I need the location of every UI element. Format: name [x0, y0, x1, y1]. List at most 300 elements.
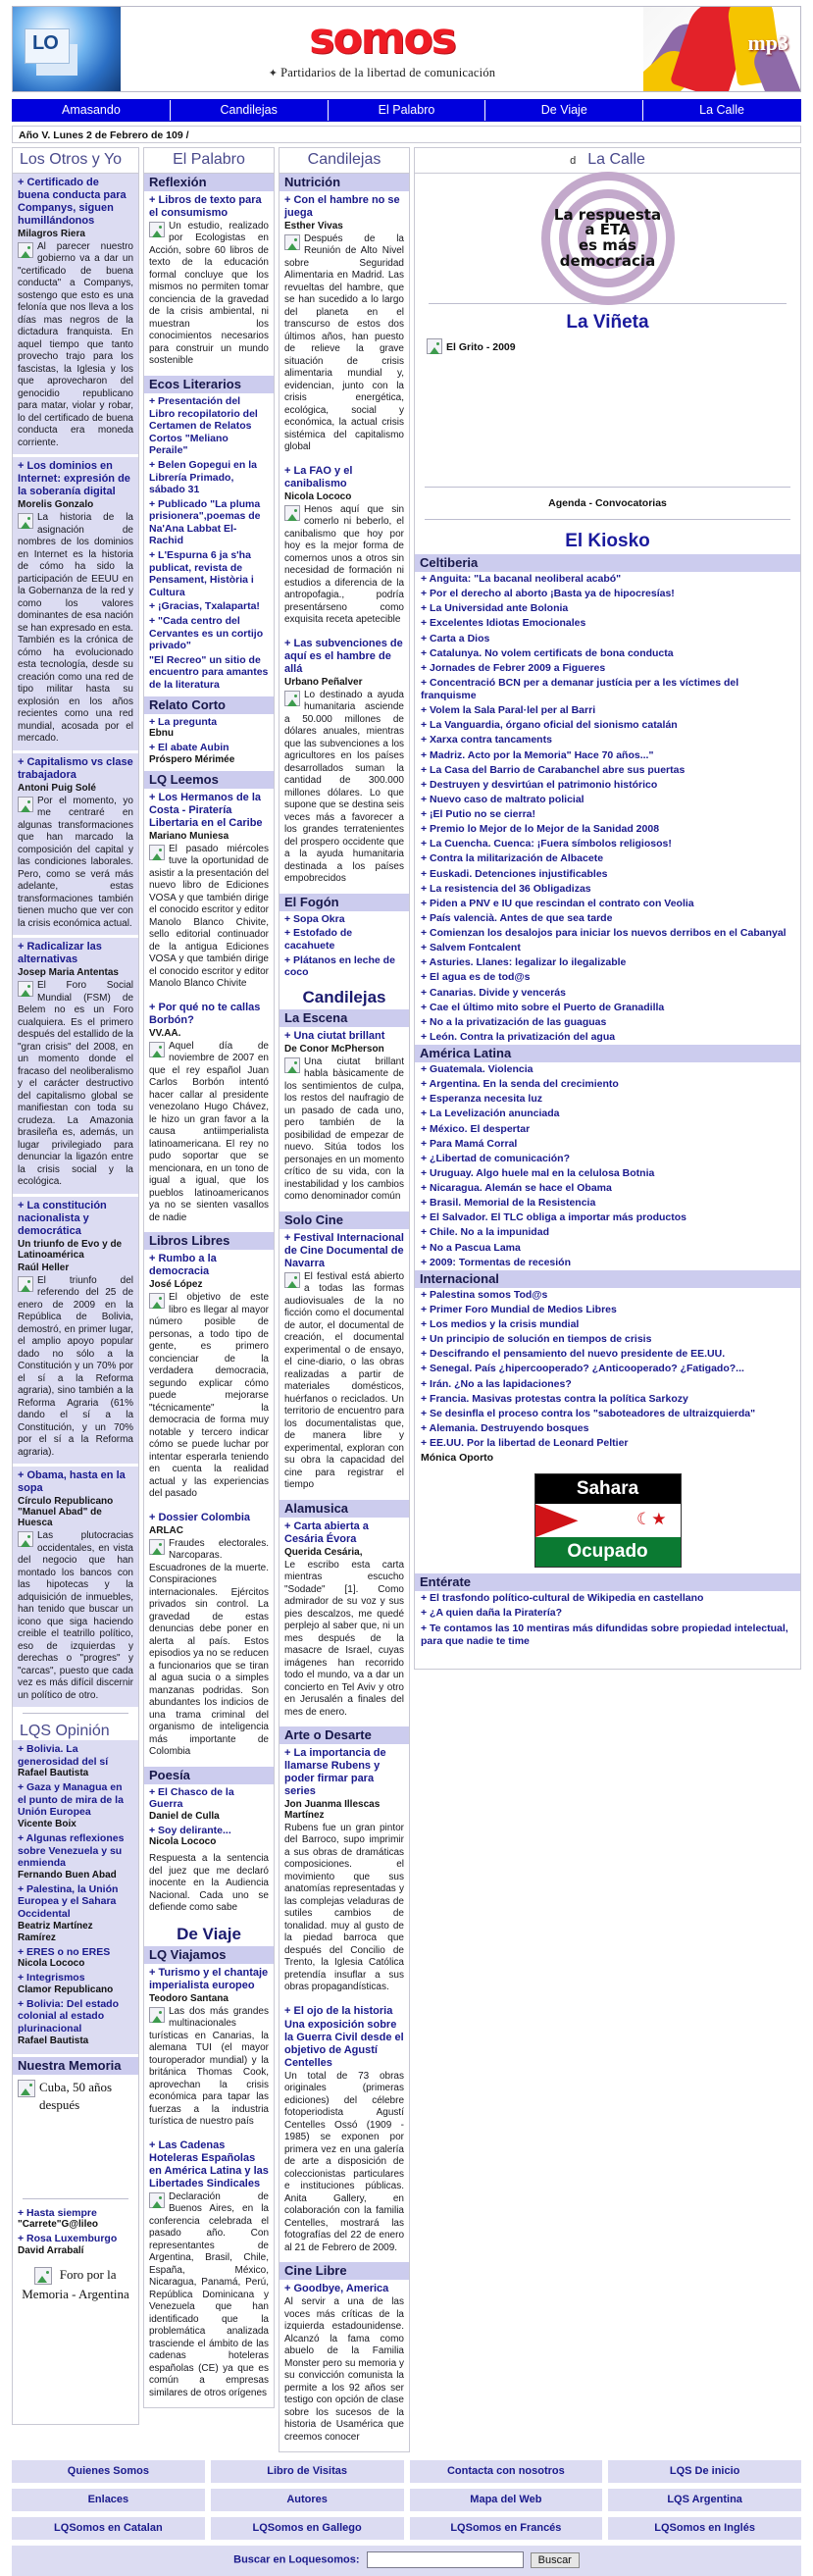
list-item[interactable]	[149, 1825, 269, 1849]
article-text: Le escribo esta carta mientras escucho "Sodade" [1]. Como admirador de su voz y sus pies descalzos, me quedé perplejo al saber que, ni un mes después de la masacre de Israel, cuyas imágenes han recorrido todo el mundo, va a dar un concierto en Tel Aviv y otro en Jerusalén a finales del mes de enero.	[284, 1559, 404, 1718]
search-label: Buscar en Loquesomos:	[233, 2553, 360, 2566]
article-title[interactable]: + Turismo y el chantaje imperialista europeo	[149, 1966, 269, 1991]
list-item[interactable]: + ¡El Putio no se cierra!	[421, 808, 535, 820]
relato-author: Próspero Mérimée	[149, 753, 235, 765]
article-author: VV.AA.	[149, 1027, 181, 1039]
article-title[interactable]: + La importancia de llamarse Rubens y poder firmar para series	[284, 1747, 386, 1797]
enterate-list	[415, 1591, 800, 1649]
opinion-title[interactable]: + Bolivia. La generosidad del sí	[18, 1743, 109, 1768]
article-text: Un estudio, realizado por Ecologistas en Acción, sobre 60 libros de texto de la educación formal concluye que los mismos no permiten tomar conciencia de la gravedad de la crisis ambiental, ni muestran los conocimientos necesarios para construir un mundo sostenible	[149, 220, 269, 367]
list-item[interactable]	[18, 1972, 133, 1996]
nutricion-heading: Nutrición	[279, 174, 409, 191]
relato-title[interactable]: + La pregunta	[149, 715, 218, 728]
search-bar	[12, 2546, 801, 2576]
america-latina-list	[415, 1062, 800, 1270]
lqs-opinion-heading: LQS Opinión	[13, 1720, 138, 1740]
la-vineta-title: La Viñeta	[566, 312, 649, 333]
relato-list	[144, 714, 274, 771]
list-item[interactable]: + La resistencia del 36 Obligadizas	[421, 882, 591, 895]
article-text: El pasado miércoles tuve la oportunidad de asistir a la presentación del nuevo libro de Ediciones VOSA y que también dirige el conocido escritor y editor Manolo Blanco Chivite, sello editorial continuador de la antigua Ediciones VOSA y que también dirige el conocido escritor y editor Manolo Blanco Chivite	[149, 843, 269, 990]
broken-image-icon	[18, 1531, 33, 1547]
poesia-author: Daniel de Culla	[149, 1810, 220, 1822]
opinion-title[interactable]: + Bolivia: Del estado colonial al estado plurinacional	[18, 1997, 119, 2035]
article-item[interactable]	[279, 2002, 409, 2259]
list-item[interactable]: + Madriz. Acto por la Memoria" Hace 70 años..."	[421, 748, 654, 761]
broken-image-icon	[18, 1276, 33, 1292]
article-title[interactable]: + Rumbo a la democracia	[149, 1253, 217, 1278]
broken-image-icon	[34, 2267, 52, 2285]
article-item[interactable]	[279, 1518, 409, 1724]
list-item[interactable]	[18, 1883, 133, 1944]
list-item[interactable]: + Estofado de cacahuete	[284, 927, 353, 952]
footer-link-contacta[interactable]: Contacta con nosotros	[410, 2460, 603, 2483]
article-author: José López	[149, 1279, 203, 1291]
list-item[interactable]: + Piden a PNV e IU que rescindan el contrato con Veolia	[421, 897, 694, 909]
list-item[interactable]: + 2009: Tormentas de recesión	[421, 1256, 571, 1268]
list-item[interactable]: + Brasil. Memorial de la Resistencia	[421, 1197, 596, 1210]
list-item[interactable]: + Por el derecho al aborto ¡Basta ya de hipocresías!	[421, 588, 675, 600]
agenda-convocatorias[interactable]: Agenda - Convocatorias	[548, 497, 667, 509]
list-item[interactable]: + Presentación del Libro recopilatorio del Certamen de Relatos Cortos "Meliano Peraile"	[149, 394, 258, 457]
target-line: democracia	[559, 251, 656, 270]
list-item[interactable]: + Xarxa contra tancaments	[421, 734, 552, 747]
list-item[interactable]: + Jornades de Febrer 2009 a Figueres	[421, 661, 606, 674]
article-body	[149, 2191, 269, 2400]
article-text: Por el momento, yo me centraré en algunas transformaciones que han marcado la composición del capital y las condiciones laborales. Pero, como se verá más adelante, estas transformaciones también tienen mucho que ver con la crisis económica actual.	[18, 795, 133, 929]
article-title[interactable]: + La constitución nacionalista y democrática	[18, 1199, 107, 1237]
footer-link-enlaces[interactable]: Enlaces	[12, 2489, 205, 2511]
target-line: es más	[578, 236, 636, 254]
footer-link-ingles[interactable]: LQSomos en Inglés	[608, 2517, 801, 2540]
list-item[interactable]: + México. El despertar	[421, 1122, 531, 1135]
memoria-link-author: David Arrabalí	[18, 2244, 84, 2256]
cine-libre-heading: Cine Libre	[279, 2262, 409, 2280]
footer-link-catalan[interactable]: LQSomos en Catalan	[12, 2517, 205, 2540]
article-author: Josep Maria Antentas	[18, 967, 119, 979]
list-item[interactable]	[149, 742, 269, 766]
opinion-author: Beatriz Martínez Ramírez	[18, 1920, 93, 1943]
list-item[interactable]: + No a Pascua Lama	[421, 1241, 521, 1254]
article-item[interactable]	[144, 1250, 274, 1505]
divider	[23, 1713, 128, 1714]
divider	[425, 487, 790, 488]
broken-image-icon	[18, 2080, 35, 2097]
list-item[interactable]: + El agua es de tod@s	[421, 971, 531, 984]
article-author: Jon Juanma Illescas Martínez	[284, 1798, 381, 1821]
column-4-prefix: d	[570, 155, 577, 167]
article-title[interactable]: + Dossier Colombia	[149, 1511, 251, 1523]
list-item[interactable]: + Te contamos las 10 mentiras más difundidas sobre propiedad intelectual, para que nadie te time	[421, 1622, 788, 1647]
kiosko-section-america-latina: América Latina	[415, 1045, 800, 1062]
banner-container	[0, 0, 813, 92]
broken-image-icon	[18, 513, 33, 529]
list-item[interactable]: + Canarias. Divide y vencerás	[421, 986, 566, 999]
article-body	[18, 512, 133, 746]
column-1-heading: Los Otros y Yo	[13, 148, 138, 174]
article-text: Rubens fue un gran pintor del Barroco, supo imprimir a sus obras de dramáticas composiciones. el movimiento que sus anatomías representadas y las complejas veladuras de sutiles cambios de tonalidad. muy al gusto de la piedad barroca que después del Concilio de Trento, la Iglesia Católica pretendía insuflar a sus obras propagandísticas.	[284, 1822, 404, 1993]
list-item[interactable]: + "Cada centro del Cervantes es un cortijo privado"	[149, 615, 264, 652]
list-item[interactable]: + La Universidad ante Bolonia	[421, 602, 569, 615]
opinion-title[interactable]: + Integrismos	[18, 1972, 85, 1984]
broken-image-icon	[149, 222, 165, 237]
list-item[interactable]: + Belen Gopegui en la Librería Primado, sábado 31	[149, 458, 257, 496]
list-item[interactable]: "El Recreo" un sitio de encuentro para amantes de la literatura	[149, 653, 269, 691]
list-item[interactable]	[18, 1743, 133, 1779]
column-1-body	[13, 174, 138, 2424]
search-button[interactable]: Buscar	[531, 2552, 580, 2568]
opinion-title[interactable]: + Algunas reflexiones sobre Venezuela y su enmienda	[18, 1831, 125, 1870]
tagline-text: Partidarios de la libertad de comunicación	[280, 66, 496, 79]
article-text: Henos aquí que sin comerlo ni beberlo, el canibalismo que hoy por hoy es la mejor forma de comernos unos a otros sin necesidad de formación ni estudios a diferencia de la antropofagia., podría presentárseno como exquisita receta apetecible	[284, 503, 404, 626]
list-item[interactable]: + Guatemala. Violencia	[421, 1063, 534, 1075]
libros-libres-heading: Libros Libres	[144, 1232, 274, 1250]
kiosko-section-celtiberia: Celtiberia	[415, 554, 800, 572]
article-text: El festival está abierto a todas las formas audiovisuales de la no ficción como el documental de autor, el documental de creación, el documental experimental o de ensayo, el cine-diario, o las obras realizadas a partir de materiales domésticos, huérfanos o reciclados. Un territorio de encuentro para los documentalistas que, de manera libre y experimental, exploran con su obra la capacidad del cine para registrar el tiempo	[284, 1270, 404, 1491]
footer-link-frances[interactable]: LQSomos en Francés	[410, 2517, 603, 2540]
vineta-box	[415, 174, 800, 481]
article-title[interactable]: + Los dominios en Internet: expresión de la soberanía digital	[18, 460, 130, 498]
article-item[interactable]	[13, 174, 138, 454]
article-author: Morelis Gonzalo	[18, 499, 94, 511]
divider	[23, 2198, 128, 2199]
list-item[interactable]: + No a la privatización de las guaguas	[421, 1015, 607, 1028]
article-item[interactable]	[279, 191, 409, 459]
article-text: Fraudes electorales. Narcoparas. Escuadrones de la muerte. Conspiraciones internacionales. Ejércitos privados sin control. La gravedad de estas denuncias debe poner en alerta al país. Estos episodios ya no se reducen a funcionarios que se tiran al agua sucia o a simples manzanas podridas. Son abundantes los indicios de una trama criminal del organismo de inteligencia más importante de Colombia	[149, 1537, 269, 1758]
article-title[interactable]: + Obama, hasta en la sopa	[18, 1469, 126, 1495]
list-item[interactable]: + País valencià. Antes de que sea tarde	[421, 911, 613, 924]
list-item[interactable]	[18, 1998, 133, 2047]
column-4-spacer	[415, 1649, 800, 1669]
top-navigation	[12, 99, 801, 122]
memoria-link-title[interactable]: + Rosa Luxemburgo	[18, 2233, 118, 2245]
sahara-bottom-label: Ocupado	[535, 1537, 681, 1567]
list-item[interactable]: + Alemania. Destruyendo bosques	[421, 1421, 589, 1434]
opinion-title[interactable]: + ERES o no ERES	[18, 1945, 111, 1958]
article-title[interactable]: + Las Cadenas Hoteleras Españolas en América Latina y las Libertades Sindicales	[149, 2138, 269, 2190]
broken-image-icon	[149, 1539, 165, 1555]
broken-image-icon	[149, 1293, 165, 1309]
relato-title[interactable]: + El abate Aubin	[149, 742, 229, 754]
opinion-title[interactable]: + Palestina, la Unión Europea y el Sahara Occidental	[18, 1882, 119, 1920]
list-item[interactable]: + Comienzan los desalojos para iniciar los nuevos derribos en el Cabanyal	[421, 927, 787, 939]
nuestra-memoria-heading: Nuestra Memoria	[13, 2057, 138, 2075]
list-item[interactable]: + Esperanza necesita luz	[421, 1093, 543, 1106]
globe-graphic	[13, 7, 121, 91]
broken-image-icon	[284, 1272, 300, 1288]
article-item[interactable]	[144, 789, 274, 996]
hands-graphic	[643, 7, 800, 91]
list-item[interactable]: + La Casa del Barrio de Carabanchel abre sus puertas	[421, 763, 686, 776]
relato-corto-heading: Relato Corto	[144, 696, 274, 714]
sahara-ocupado-graphic	[534, 1473, 682, 1568]
lq-viajamos-heading: LQ Viajamos	[144, 1946, 274, 1964]
poesia-body: Respuesta a la sentencia del juez que me declaró inocente en la Audiencia Nacional. Cada uno se defiende como sabe	[149, 1853, 269, 1914]
broken-image-icon	[284, 505, 300, 521]
nav-item-amasando[interactable]: Amasando	[13, 100, 171, 121]
poesia-author: Nicola Lococo	[149, 1836, 217, 1848]
article-item[interactable]	[279, 2280, 409, 2448]
poesia-title[interactable]: + Soy delirante...	[149, 1824, 231, 1836]
article-item[interactable]	[144, 1509, 274, 1764]
article-title[interactable]: + Por qué no te callas Borbón?	[149, 1001, 261, 1026]
list-item[interactable]: + Asturies. Llanes: legalizar lo ilegalizable	[421, 956, 627, 969]
article-body	[18, 796, 133, 931]
poesia-title[interactable]: + El Chasco de la Guerra	[149, 1785, 234, 1811]
vineta-caption-row	[419, 334, 796, 359]
list-item[interactable]: + Descifrando el pensamiento del nuevo presidente de EE.UU.	[421, 1348, 726, 1361]
reflexion-heading: Reflexión	[144, 174, 274, 191]
opinion-author: Nicola Lococo	[18, 1958, 85, 1970]
list-item[interactable]: + Concentració BCN per a demanar justícia per a les víctimes del franquisme	[421, 676, 739, 701]
broken-image-icon	[18, 242, 33, 258]
footer	[12, 2460, 801, 2576]
list-item[interactable]: + Para Mamá Corral	[421, 1137, 518, 1150]
footer-link-lqs-argentina[interactable]: LQS Argentina	[608, 2489, 801, 2511]
memoria-link-author: "Carrete"G@lileo	[18, 2219, 99, 2231]
list-item[interactable]: + Nicaragua. Alemán se hace el Obama	[421, 1182, 612, 1194]
list-item[interactable]: + Excelentes Idiotas Emocionales	[421, 617, 586, 630]
footer-row-2	[12, 2489, 801, 2511]
article-item[interactable]	[279, 635, 409, 891]
list-item[interactable]: + Primer Foro Mundial de Medios Libres	[421, 1303, 617, 1315]
article-item[interactable]	[13, 1197, 138, 1464]
list-item[interactable]: + La Cuencha. Cuenca: ¡Fuera símbolos religiosos!	[421, 838, 672, 850]
list-item[interactable]: + Irán. ¿No a las lapidaciones?	[421, 1377, 572, 1390]
footer-link-libro-de-visitas[interactable]: Libro de Visitas	[211, 2460, 404, 2483]
list-item[interactable]	[18, 1832, 133, 1881]
banner-center	[121, 7, 643, 91]
article-body	[18, 980, 133, 1189]
opinion-author: Rafael Bautista	[18, 2035, 89, 2046]
article-text: Aquel día de noviembre de 2007 en que el rey español Juan Carlos Borbón intentó hacer callar al presidente venezolano Hugo Chávez, le hizo un gran favor a la causa antiimperialista latinoamericana. El rey no pudo soportar que se mencionara, en un tono de igual a igual, que los pueblos latinoamericanos ya no se sienten vasallos de nadie	[149, 1040, 269, 1223]
article-item[interactable]	[279, 1229, 409, 1497]
column-la-calle	[414, 147, 801, 1670]
el-fogon-heading: El Fogón	[279, 894, 409, 911]
site-tagline	[269, 66, 496, 80]
memoria-link-title[interactable]: + Hasta siempre	[18, 2206, 97, 2219]
list-item[interactable]: + El trasfondo político-cultural de Wikipedia en castellano	[421, 1592, 704, 1605]
article-body	[149, 221, 269, 368]
article-title[interactable]: + Libros de texto para el consumismo	[149, 194, 262, 219]
list-item[interactable]	[18, 2233, 133, 2257]
list-item[interactable]: + Chile. No a la impunidad	[421, 1226, 549, 1239]
list-item[interactable]: + Senegal. País ¿hipercooperado? ¿Anticooperado? ¿Fatigado?...	[421, 1363, 744, 1375]
article-title[interactable]: + Festival Internacional de Cine Documental de Navarra	[284, 1231, 404, 1269]
list-item[interactable]: + Destruyen y desvirtúan el patrimonio histórico	[421, 778, 658, 791]
article-item[interactable]	[13, 753, 138, 935]
opinion-title[interactable]: + Gaza y Managua en el punto de mira de la Unión Europea	[18, 1781, 124, 1819]
list-item[interactable]: + Carta a Dios	[421, 632, 490, 644]
article-title[interactable]: + Con el hambre no se juega	[284, 194, 400, 219]
relato-author: Ebnu	[149, 728, 174, 740]
article-text: Después de la Reunión de Alto Nivel sobre Seguridad Alimentaria en Madrid. Las revueltas del hambre, que se han sucedido a lo largo del planeta en el transcurso de estos dos últimos años, han puesto de relieve la grave situación de crisis alimentaria mundial y, evidencian, junto con la crisis energética, ecológica, social y económica, la actual crisis sistémica del capitalismo global	[284, 232, 404, 453]
list-item[interactable]: + Cae el último mito sobre el Puerto de Granadilla	[421, 1001, 665, 1013]
eta-target-graphic	[534, 180, 682, 297]
list-item[interactable]: + Salvem Fontcalent	[421, 942, 521, 954]
article-author: ARLAC	[149, 1524, 183, 1536]
foro-label[interactable]: Foro por la Memoria - Argentina	[22, 2266, 129, 2301]
list-item[interactable]: + Catalunya. No volem certificats de bona conducta	[421, 646, 674, 659]
la-escena-heading: La Escena	[279, 1009, 409, 1027]
footer-link-lqs-de-inicio[interactable]: LQS De inicio	[608, 2460, 801, 2483]
site-banner	[12, 6, 801, 92]
memoria-block	[13, 2075, 138, 2192]
article-body	[149, 1538, 269, 1759]
column-candilejas	[279, 147, 410, 2452]
list-item[interactable]: + La Vanguardia, órgano oficial del sionismo catalán	[421, 719, 678, 732]
list-item[interactable]: + Nuevo caso de maltrato policial	[421, 793, 584, 805]
foro-block[interactable]	[13, 2262, 138, 2307]
footer-row-1	[12, 2460, 801, 2483]
article-text: La historia de la asignación de nombres de los dominios en Internet es la historia de cómo ha sido la participación de EEUU en la Gobernanza de la red y como los valores dominantes de esa nación se han expresado en esta. También es la crónica de cómo ha evolucionado esta tecnología, desde su creación como una red de tipo militar hasta su explosión en los años recientes como una red mundial, acosada por el mercado.	[18, 512, 133, 745]
list-item[interactable]: + L'Espurna 6 ja s'ha publicat, revista de Pensament, Història i Cultura	[149, 549, 254, 598]
article-item[interactable]	[13, 457, 138, 749]
list-item[interactable]: + ¡Gracias, Txalaparta!	[149, 600, 260, 613]
list-item[interactable]: + Francia. Masivas protestas contra la política Sarkozy	[421, 1392, 688, 1405]
lq-leemos-heading: LQ Leemos	[144, 771, 274, 789]
broken-image-icon	[149, 1042, 165, 1057]
list-item[interactable]: + Un principio de solución en tiempos de crisis	[421, 1333, 652, 1346]
article-text: Declaración de Buenos Aires, en la conferencia celebrada el pasado año. Con representantes de Argentina, Brasil, Chile, España, México, Nicaragua, Panamá, Perú, República Dominicana y Venezuela que han identificado que la problemática analizada trasciende el ámbito de las cadenas hoteleras españolas (CE) ya que es común a empresas similares de otros orígenes	[149, 2190, 269, 2398]
celtiberia-list	[415, 572, 800, 1045]
list-item[interactable]: + Plátanos en leche de coco	[284, 953, 395, 979]
article-author: Teodoro Santana	[149, 1992, 229, 2004]
eta-target-text	[553, 205, 662, 270]
footer-link-gallego[interactable]: LQSomos en Gallego	[211, 2517, 404, 2540]
article-subtitle: Una exposición sobre la Guerra Civil desde el objetivo de Agustí Centelles	[284, 2018, 404, 2069]
list-item[interactable]	[149, 1786, 269, 1823]
article-body	[284, 690, 404, 886]
broken-image-icon	[149, 2192, 165, 2208]
footer-link-mapa-del-web[interactable]: Mapa del Web	[410, 2489, 603, 2511]
article-author: Esther Vivas	[284, 220, 343, 232]
column-4-body	[415, 174, 800, 1669]
article-author: Urbano Peñalver	[284, 676, 363, 688]
article-item[interactable]	[279, 1027, 409, 1209]
search-input[interactable]	[367, 2551, 524, 2568]
article-item[interactable]	[279, 462, 409, 632]
article-text: Al servir a una de las voces más críticas de la izquierda estadounidense. Alcanzó la fama como abuelo de la Familia Monster pero su memoria y su convicción comunista la permite a los 92 años ser testigo con opción de clase sobre los sucesos de la historia de Usamérica que creemos conocer	[284, 2296, 404, 2443]
column-1-spacer	[13, 2306, 138, 2424]
footer-link-quienes-somos[interactable]: Quienes Somos	[12, 2460, 205, 2483]
broken-image-icon	[18, 797, 33, 812]
list-item[interactable]	[18, 1946, 133, 1971]
opinion-author: Vicente Boix	[18, 1818, 76, 1829]
article-body	[284, 1823, 404, 1994]
alamusica-heading: Alamusica	[279, 1500, 409, 1518]
list-item[interactable]	[18, 1781, 133, 1830]
article-title[interactable]: + Radicalizar las alternativas	[18, 941, 102, 966]
list-item[interactable]	[18, 2207, 133, 2232]
article-item[interactable]	[144, 999, 274, 1229]
article-author: De Conor McPherson	[284, 1043, 384, 1055]
list-item[interactable]: + Los medios y la crisis mundial	[421, 1318, 580, 1330]
article-title[interactable]: + Una ciutat brillant	[284, 1029, 385, 1042]
list-item[interactable]: + Se desinfla el proceso contra los "saboteadores de ultraizquierda"	[421, 1407, 756, 1419]
article-body	[284, 233, 404, 454]
article-body	[284, 2296, 404, 2444]
opinion-author: Rafael Bautista	[18, 1768, 89, 1779]
column-los-otros-y-yo	[12, 147, 139, 2425]
list-item[interactable]	[149, 716, 269, 741]
column-3-heading: Candilejas	[279, 148, 409, 174]
memoria-caption: Cuba, 50 años después	[39, 2079, 113, 2112]
list-item[interactable]: + Palestina somos Tod@s	[421, 1288, 548, 1301]
article-body	[18, 241, 133, 450]
list-item[interactable]: + Argentina. En la senda del crecimiento	[421, 1078, 619, 1091]
nav-item-candilejas[interactable]: Candilejas	[171, 100, 329, 121]
article-author: Milagros Riera	[18, 228, 85, 239]
article-text: Las plutocracias occidentales, en vista del negocio que han montado los bancos con las hipotecas y la adquisición de inmuebles, han tenido que buscar un icono que siga haciendo creible el teatrillo político, eso de izquierdas y derechas o "progres" y "carcas", puesto que cada vez es más difícil discernir un político de otro.	[18, 1530, 133, 1701]
article-item[interactable]	[13, 938, 138, 1193]
article-title[interactable]: + Las subvenciones de aquí es el hambre de allá	[284, 637, 403, 675]
article-title[interactable]: + La FAO y el canibalismo	[284, 464, 353, 489]
list-item[interactable]: + Premio lo Mejor de lo Mejor de la Sanidad 2008	[421, 823, 660, 836]
footer-row-3	[12, 2517, 801, 2540]
article-body	[284, 1056, 404, 1204]
list-item[interactable]: + León. Contra la privatización del agua	[421, 1030, 616, 1043]
article-item[interactable]	[144, 1964, 274, 2134]
column-2-heading: El Palabro	[144, 148, 274, 174]
poesia-heading: Poesía	[144, 1767, 274, 1784]
list-item[interactable]: + La Levelización anunciada	[421, 1108, 560, 1120]
nav-item-de-viaje[interactable]: De Viaje	[485, 100, 643, 121]
bug-icon: ✦	[268, 68, 279, 79]
list-item[interactable]: + Uruguay. Algo huele mal en la celulosa Botnia	[421, 1166, 655, 1179]
el-kiosko-heading: El Kiosko	[565, 531, 650, 551]
article-body	[284, 1271, 404, 1492]
article-item[interactable]	[13, 1467, 138, 1707]
broken-image-icon	[149, 2007, 165, 2023]
list-item[interactable]: + ¿Libertad de comunicación?	[421, 1152, 570, 1164]
list-item[interactable]: + Anguita: "La bacanal neoliberal acabó"	[421, 573, 622, 585]
list-item[interactable]: + EE.UU. Por la libertad de Leonard Peltier	[421, 1437, 629, 1449]
list-item[interactable]: + Sopa Okra	[284, 912, 345, 925]
article-body	[149, 1292, 269, 1501]
list-item[interactable]: + Contra la militarización de Albacete	[421, 852, 604, 865]
article-title[interactable]: + Carta abierta a Cesária Évora	[284, 1520, 369, 1545]
fogon-list	[279, 911, 409, 984]
nav-item-la-calle[interactable]: La Calle	[643, 100, 800, 121]
article-body	[18, 1275, 133, 1460]
footer-link-autores[interactable]: Autores	[211, 2489, 404, 2511]
article-body	[18, 1530, 133, 1702]
broken-image-icon	[284, 1057, 300, 1073]
list-item[interactable]: + Publicado "La pluma prisionera",poemas de Na'Ana Labbat El-Rachid	[149, 497, 261, 547]
de-viaje-heading: De Viaje	[177, 1924, 241, 1943]
article-title[interactable]: + Certificado de buena conducta para Companys, siguen humillándonos	[18, 177, 127, 227]
article-text: El triunfo del referendo del 25 de enero de 2009 en la República de Bolivia, demostró, en primer lugar, el amplio apoyo popular dado no sólo a la Constitución y un 70% por el sí a la Reforma agraria), sino también a la Reforma Agraria (61% dando el sí a la Constitución, y un 70% por el sí a la Reforma agraria).	[18, 1274, 133, 1458]
sahara-flag-middle	[535, 1504, 681, 1537]
list-item[interactable]: + Volem la Sala Paral·lel per al Barri	[421, 704, 596, 717]
article-item[interactable]	[279, 1744, 409, 1999]
list-item[interactable]: + El Salvador. El TLC obliga a importar más productos	[421, 1211, 687, 1224]
nav-item-el-palabro[interactable]: El Palabro	[329, 100, 486, 121]
article-title[interactable]: + Capitalismo vs clase trabajadora	[18, 755, 133, 781]
column-4-heading-text: La Calle	[587, 151, 645, 168]
article-text: El objetivo de este libro es llegar al mayor número posible de personas, a todo tipo de gente, es primero concienciar de la verdadera democracia, segundo explicar cómo puede mejorarse "técnicamente" la democracia de forma muy notable y tercero indicar cómo se puede luchar por intentar esperarla teniendo en cuenta la realidad actual y las experiencias del pasado	[149, 1292, 269, 1500]
opinion-list	[13, 1740, 138, 2054]
article-title[interactable]: + Los Hermanos de la Costa - Piratería Libertaria en el Caribe	[149, 791, 263, 829]
site-logo: somos	[309, 14, 455, 64]
article-title[interactable]: + El ojo de la historia	[284, 2004, 393, 2017]
list-item[interactable]: + Euskadi. Detenciones injustificables	[421, 867, 608, 880]
article-item[interactable]	[144, 191, 274, 373]
article-item[interactable]	[144, 2137, 274, 2404]
article-title[interactable]: + Goodbye, America	[284, 2283, 389, 2295]
article-author: Mariano Muniesa	[149, 830, 229, 842]
list-item[interactable]: + ¿A quien daña la Piratería?	[421, 1607, 563, 1620]
